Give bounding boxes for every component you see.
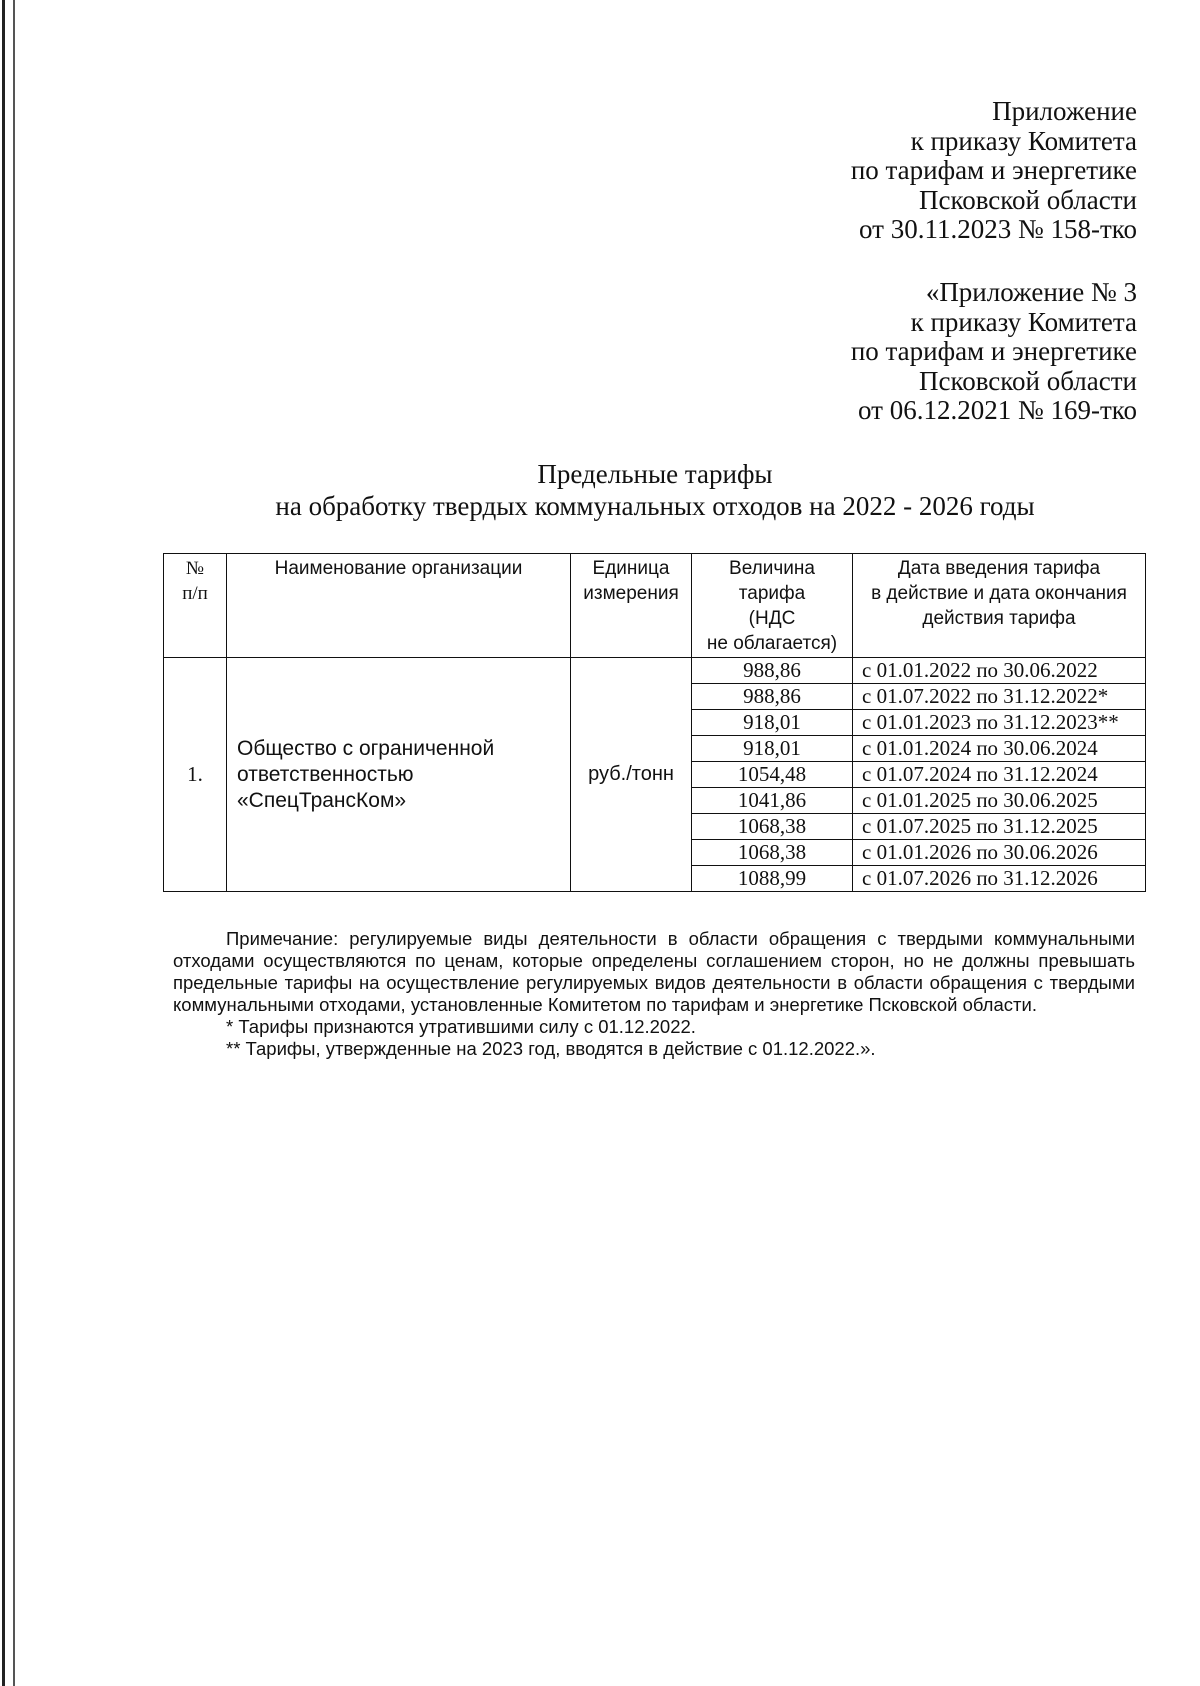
header-organization xyxy=(227,554,571,658)
organization-line: «СпецТрансКом» xyxy=(237,788,407,812)
period-cell: с 01.07.2022 по 31.12.2022* xyxy=(853,684,1146,710)
row-number-cell: 1. xyxy=(164,658,227,892)
footnote-2: ** Тарифы, утвержденные на 2023 год, вводятся в действие с 01.12.2022.». xyxy=(226,1038,876,1059)
note-paragraph: Примечание: регулируемые виды деятельности в области обращения с твердыми коммунальными отходами осуществляются по ценам, которые определены соглашением сторон, но не должны превышать предельные тарифы на осуществление регулируемых видов деятельности в области обращения с твердыми коммунальными отходами, установленные Комитетом по тарифам и энергетике Псковской области. xyxy=(173,928,1135,1015)
tariff-value-cell: 1068,38 xyxy=(692,814,853,840)
appendix-line: по тарифам и энергетике xyxy=(850,336,1137,366)
appendix-line: Псковской области xyxy=(918,184,1137,215)
header-organization-label: Наименование организации xyxy=(274,558,523,579)
period-cell: с 01.07.2024 по 31.12.2024 xyxy=(853,762,1146,788)
table-row xyxy=(164,658,1146,684)
header-date-line: в действие и дата окончания xyxy=(871,583,1127,604)
period-cell: с 01.01.2025 по 30.06.2025 xyxy=(853,788,1146,814)
title-line-1: Предельные тарифы xyxy=(537,459,773,489)
period-cell: с 01.01.2024 по 30.06.2024 xyxy=(853,736,1146,762)
footnote-1: * Тарифы признаются утратившими силу с 01.12.2022. xyxy=(226,1016,696,1037)
appendix-line: Псковской области xyxy=(918,365,1137,396)
header-tariff-value xyxy=(692,554,853,658)
period-cell: с 01.07.2026 по 31.12.2026 xyxy=(853,866,1146,892)
tariff-value-cell: 1054,48 xyxy=(692,762,853,788)
period-cell: с 01.01.2022 по 30.06.2022 xyxy=(853,658,1146,684)
title-line-2: на обработку твердых коммунальных отходов на 2022 - 2026 годы xyxy=(275,491,1035,521)
appendix-line: от 30.11.2023 № 158-тко xyxy=(859,214,1137,244)
tariff-value-cell: 1068,38 xyxy=(692,840,853,866)
header-value-line: тарифа xyxy=(738,583,806,604)
header-unit-line: Единица xyxy=(592,558,670,579)
appendix-original-header xyxy=(617,278,1137,426)
header-date-line: действия тарифа xyxy=(922,608,1076,629)
appendix-line: к приказу Комитета xyxy=(910,306,1137,337)
document-title xyxy=(200,458,1110,522)
header-value-line: Величина xyxy=(729,558,815,579)
period-cell: с 01.01.2023 по 31.12.2023** xyxy=(853,710,1146,736)
header-value-line: (НДС xyxy=(748,608,796,629)
notes-section xyxy=(173,928,1135,1060)
tariff-value-cell: 1041,86 xyxy=(692,788,853,814)
appendix-line: «Приложение № 3 xyxy=(925,277,1137,307)
appendix-line: от 06.12.2021 № 169-тко xyxy=(858,395,1137,425)
header-number xyxy=(164,554,227,658)
appendix-line: Приложение xyxy=(992,96,1137,126)
header-number-line: п/п xyxy=(182,583,208,604)
header-unit-line: измерения xyxy=(583,583,679,604)
tariff-value-cell: 988,86 xyxy=(692,658,853,684)
header-value-line: не облагается) xyxy=(706,633,838,654)
organization-cell xyxy=(227,658,571,892)
tariff-value-cell: 988,86 xyxy=(692,684,853,710)
organization-line: Общество с ограниченной xyxy=(237,736,495,760)
unit-cell: руб./тонн xyxy=(571,658,692,892)
header-number-line: № xyxy=(185,558,205,579)
tariff-value-cell: 918,01 xyxy=(692,710,853,736)
appendix-line: к приказу Комитета xyxy=(910,125,1137,156)
header-date-line: Дата введения тарифа xyxy=(897,558,1101,579)
header-effective-dates xyxy=(853,554,1146,658)
scan-edge-line xyxy=(13,0,15,1686)
appendix-current-header xyxy=(617,97,1137,245)
scan-edge-line xyxy=(2,0,5,1686)
appendix-line: по тарифам и энергетике xyxy=(850,155,1137,185)
header-unit xyxy=(571,554,692,658)
table-header-row xyxy=(164,554,1146,658)
organization-line: ответственностью xyxy=(237,762,414,786)
period-cell: с 01.01.2026 по 30.06.2026 xyxy=(853,840,1146,866)
tariff-value-cell: 1088,99 xyxy=(692,866,853,892)
tariff-table xyxy=(163,553,1146,892)
tariff-value-cell: 918,01 xyxy=(692,736,853,762)
period-cell: с 01.07.2025 по 31.12.2025 xyxy=(853,814,1146,840)
